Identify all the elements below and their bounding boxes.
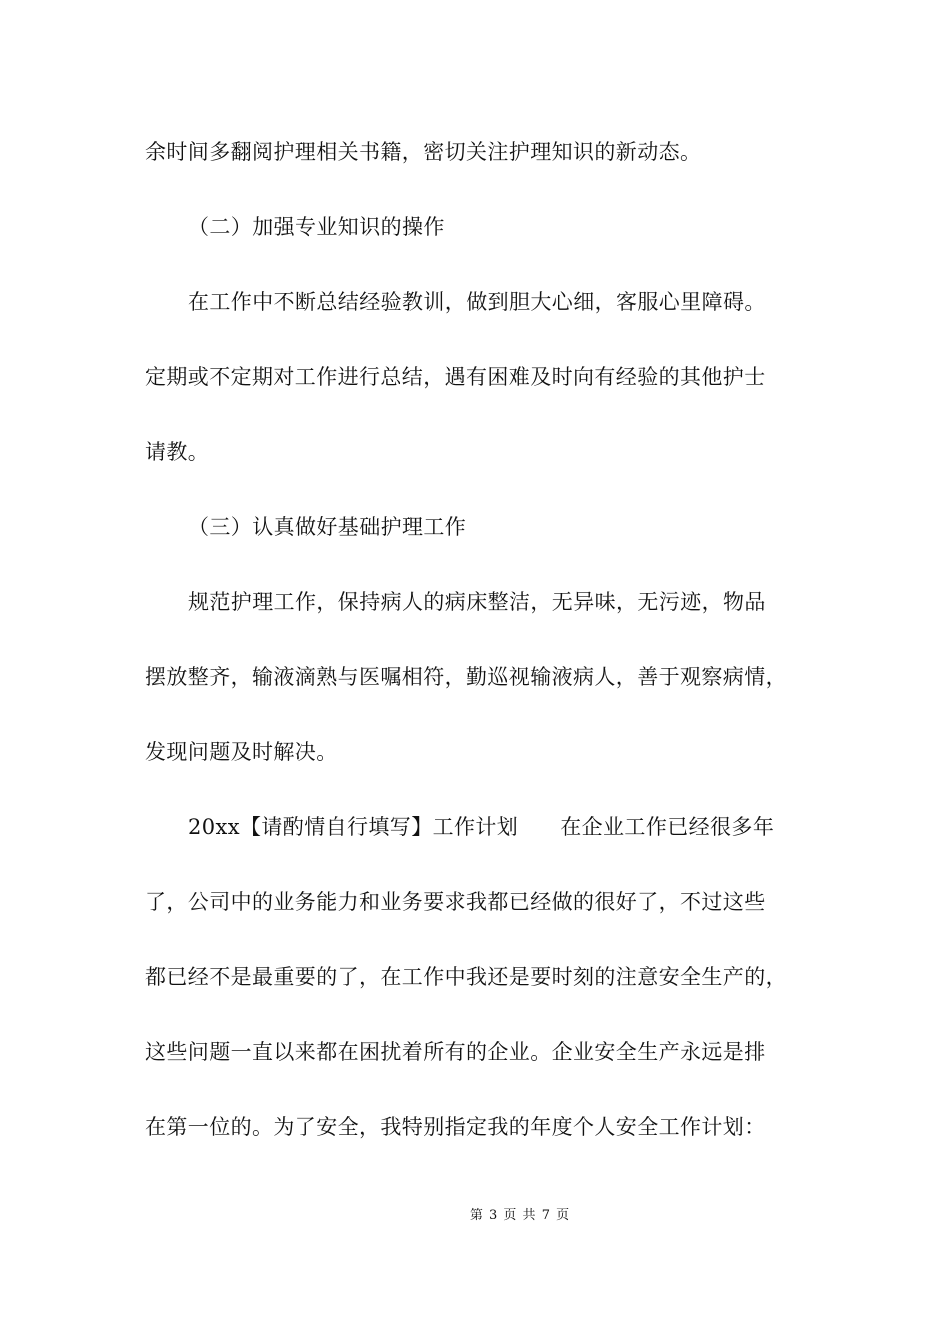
paragraph-line-14: 在第一位的。为了安全，我特别指定我的年度个人安全工作计划： (145, 1115, 766, 1139)
paragraph-line-7: 规范护理工作，保持病人的病床整洁，无异味，无污迹，物品 (188, 590, 766, 614)
paragraph-line-3: 在工作中不断总结经验教训，做到胆大心细，客服心里障碍。 (188, 290, 766, 314)
plan-intro: 在企业工作已经很多年 (560, 815, 775, 839)
section-heading-2: （二）加强专业知识的操作 (188, 215, 445, 239)
paragraph-line-8: 摆放整齐，输液滴熟与医嘱相符，勤巡视输液病人，善于观察病情， (145, 665, 787, 689)
paragraph-line-4: 定期或不定期对工作进行总结，遇有困难及时向有经验的其他护士 (145, 365, 766, 389)
paragraph-line-9: 发现问题及时解决。 (145, 740, 338, 764)
paragraph-line-11: 了，公司中的业务能力和业务要求我都已经做的很好了，不过这些 (145, 890, 766, 914)
paragraph-line-1: 余时间多翻阅护理相关书籍，密切关注护理知识的新动态。 (145, 140, 702, 164)
paragraph-line-13: 这些问题一直以来都在困扰着所有的企业。企业安全生产永远是排 (145, 1040, 766, 1064)
page-number-footer: 第 3 页 共 7 页 (469, 1208, 571, 1223)
plan-title-line (188, 812, 858, 842)
paragraph-line-12: 都已经不是最重要的了，在工作中我还是要时刻的注意安全生产的， (145, 965, 787, 989)
plan-title: 20xx【请酌情自行填写】工作计划 (188, 815, 519, 839)
section-heading-3: （三）认真做好基础护理工作 (188, 515, 467, 539)
paragraph-line-5: 请教。 (145, 440, 210, 464)
